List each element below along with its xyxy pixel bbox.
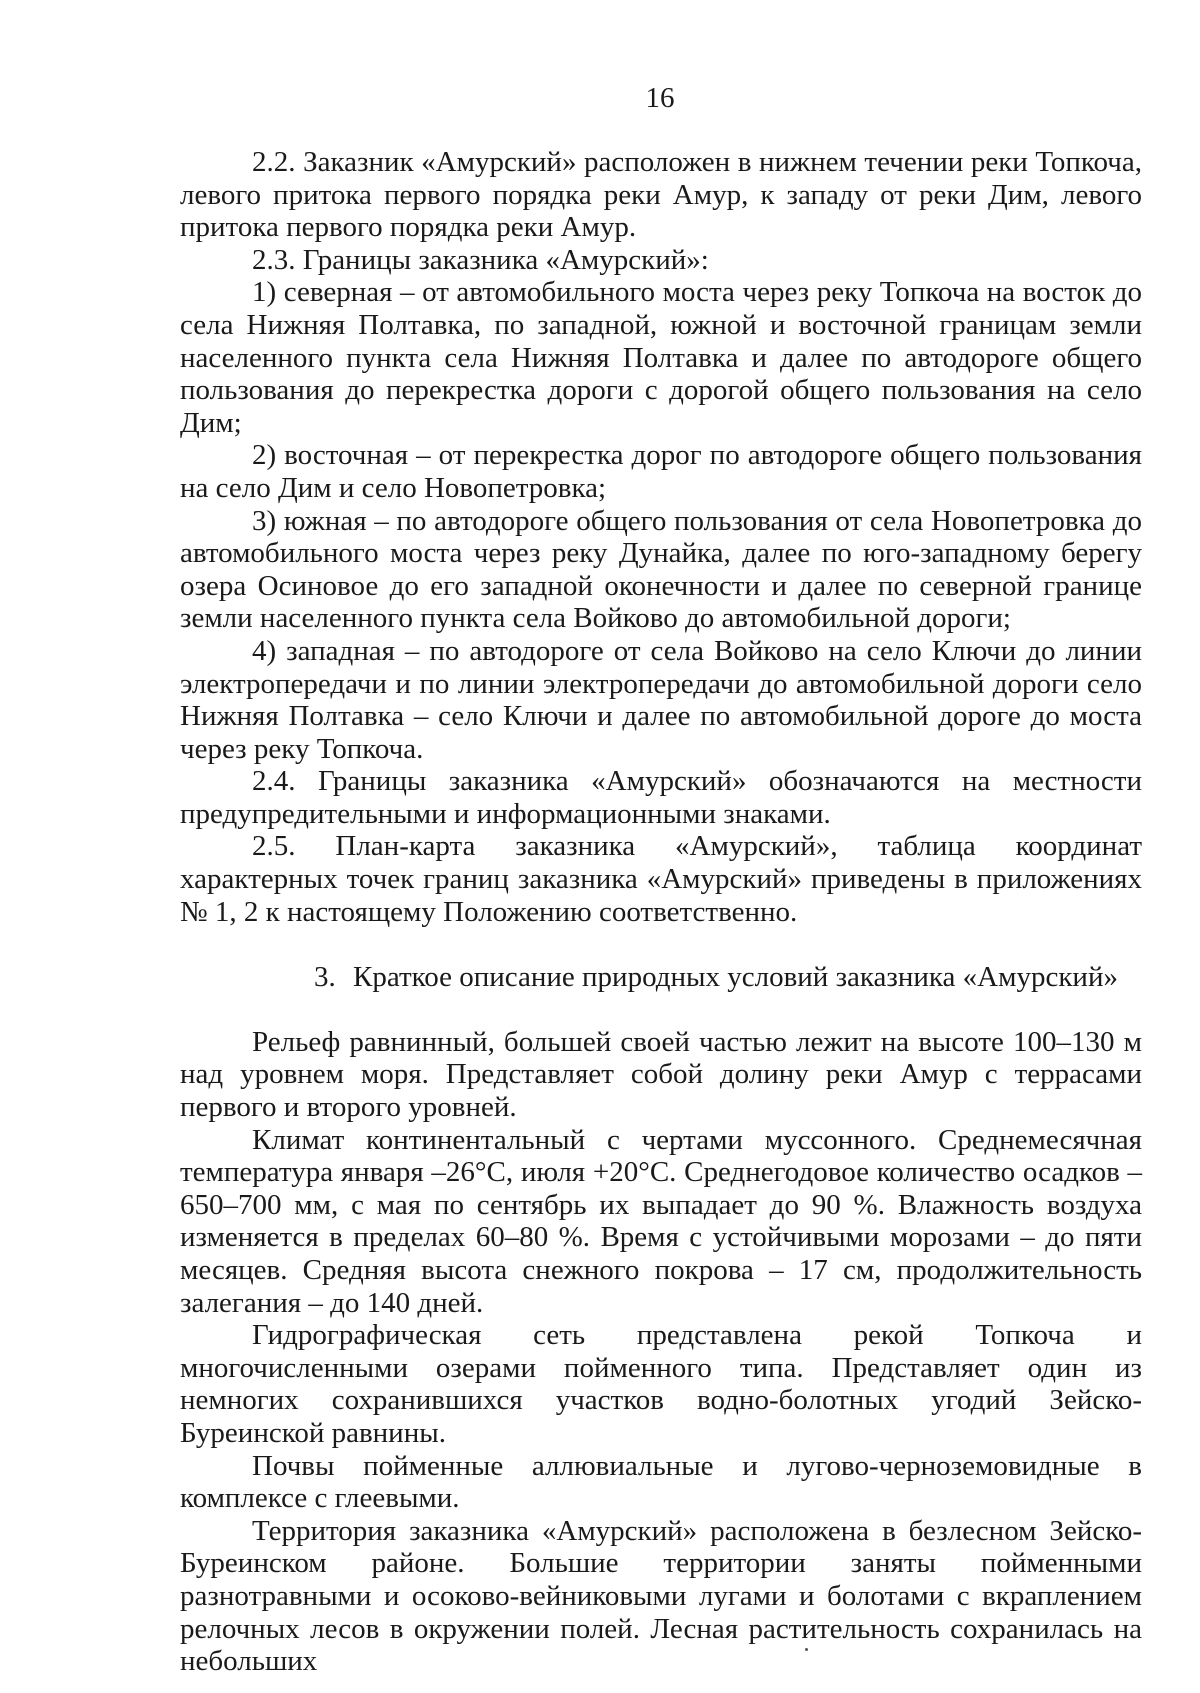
paragraph-2-2: 2.2. Заказник «Амурский» расположен в нижнем течении реки Топкоча, левого притока первого порядка реки Амур, к западу от реки Дим, левого притока первого порядка реки Амур. [180, 146, 1142, 244]
boundary-north: 1) северная – от автомобильного моста через реку Топкоча на восток до села Нижняя Полтавка, по западной, южной и восточной границам земли населенного пункта села Нижняя Полтавка и далее по автодороге общего пользования до перекрестка дороги с дорогой общего пользования на село Дим; [180, 276, 1142, 439]
paragraph-climate: Климат континентальный с чертами муссонного. Среднемесячная температура января –26°C, июля +20°C. Среднегодовое количество осадков – 650–700 мм, с мая по сентябрь их выпадает до 90 %. Влажность воздуха изменяется в пределах 60–80 %. Время с устойчивыми морозами – до пяти месяцев. Средняя высота снежного покрова – 17 см, продолжительность залегания – до 140 дней. [180, 1123, 1142, 1319]
section-3-title: Краткое описание природных условий заказника «Амурский» [353, 961, 1118, 994]
boundary-south: 3) южная – по автодороге общего пользования от села Новопетровка до автомобильного моста через реку Дунайка, далее по юго-западному берегу озера Осиновое до его западной оконечности и далее по северной границе земли населенного пункта села Войково до автомобильной дороги; [180, 504, 1142, 635]
paragraph-2-5: 2.5. План-карта заказника «Амурский», таблица координат характерных точек границ заказника «Амурский» приведены в приложениях № 1, 2 к настоящему Положению соответственно. [180, 830, 1142, 928]
paragraph-soils: Почвы пойменные аллювиальные и лугово-черноземовидные в комплексе с глеевыми. [180, 1449, 1142, 1515]
page-number: 16 [645, 82, 675, 114]
paragraph-relief: Рельеф равнинный, большей своей частью лежит на высоте 100–130 м над уровнем моря. Представляет собой долину реки Амур с террасами первого и второго уровней. [180, 1025, 1142, 1124]
paragraph-2-4: 2.4. Границы заказника «Амурский» обозначаются на местности предупредительными и информационными знаками. [180, 765, 1142, 830]
scan-dot [805, 1648, 808, 1651]
paragraph-hydrography: Гидрографическая сеть представлена рекой Топкоча и многочисленными озерами пойменного типа. Представляет один из немногих сохранившихся участков водно-болотных угодий Зейско-Буреинской равнины. [180, 1319, 1142, 1449]
paragraph-2-3: 2.3. Границы заказника «Амурский»: [252, 243, 709, 276]
paragraph-territory: Территория заказника «Амурский» расположена в безлесном Зейско-Буреинском районе. Большие территории заняты пойменными разнотравными и осоково-вейниковыми лугами и болотами с вкраплением релочных лесов в окружении полей. Лесная растительность сохранилась на небольших [180, 1514, 1142, 1678]
section-3-number: 3. [314, 961, 336, 994]
boundary-east: 2) восточная – от перекрестка дорог по автодороге общего пользования на село Дим и село Новопетровка; [180, 439, 1142, 504]
document-body [180, 146, 1142, 1678]
section-3-heading [180, 961, 1142, 994]
boundary-west: 4) западная – по автодороге от села Войково на село Ключи до линии электропередачи и по линии электропередачи до автомобильной дороги село Нижняя Полтавка – село Ключи и далее по автомобильной дороге до моста через реку Топкоча. [180, 634, 1142, 765]
